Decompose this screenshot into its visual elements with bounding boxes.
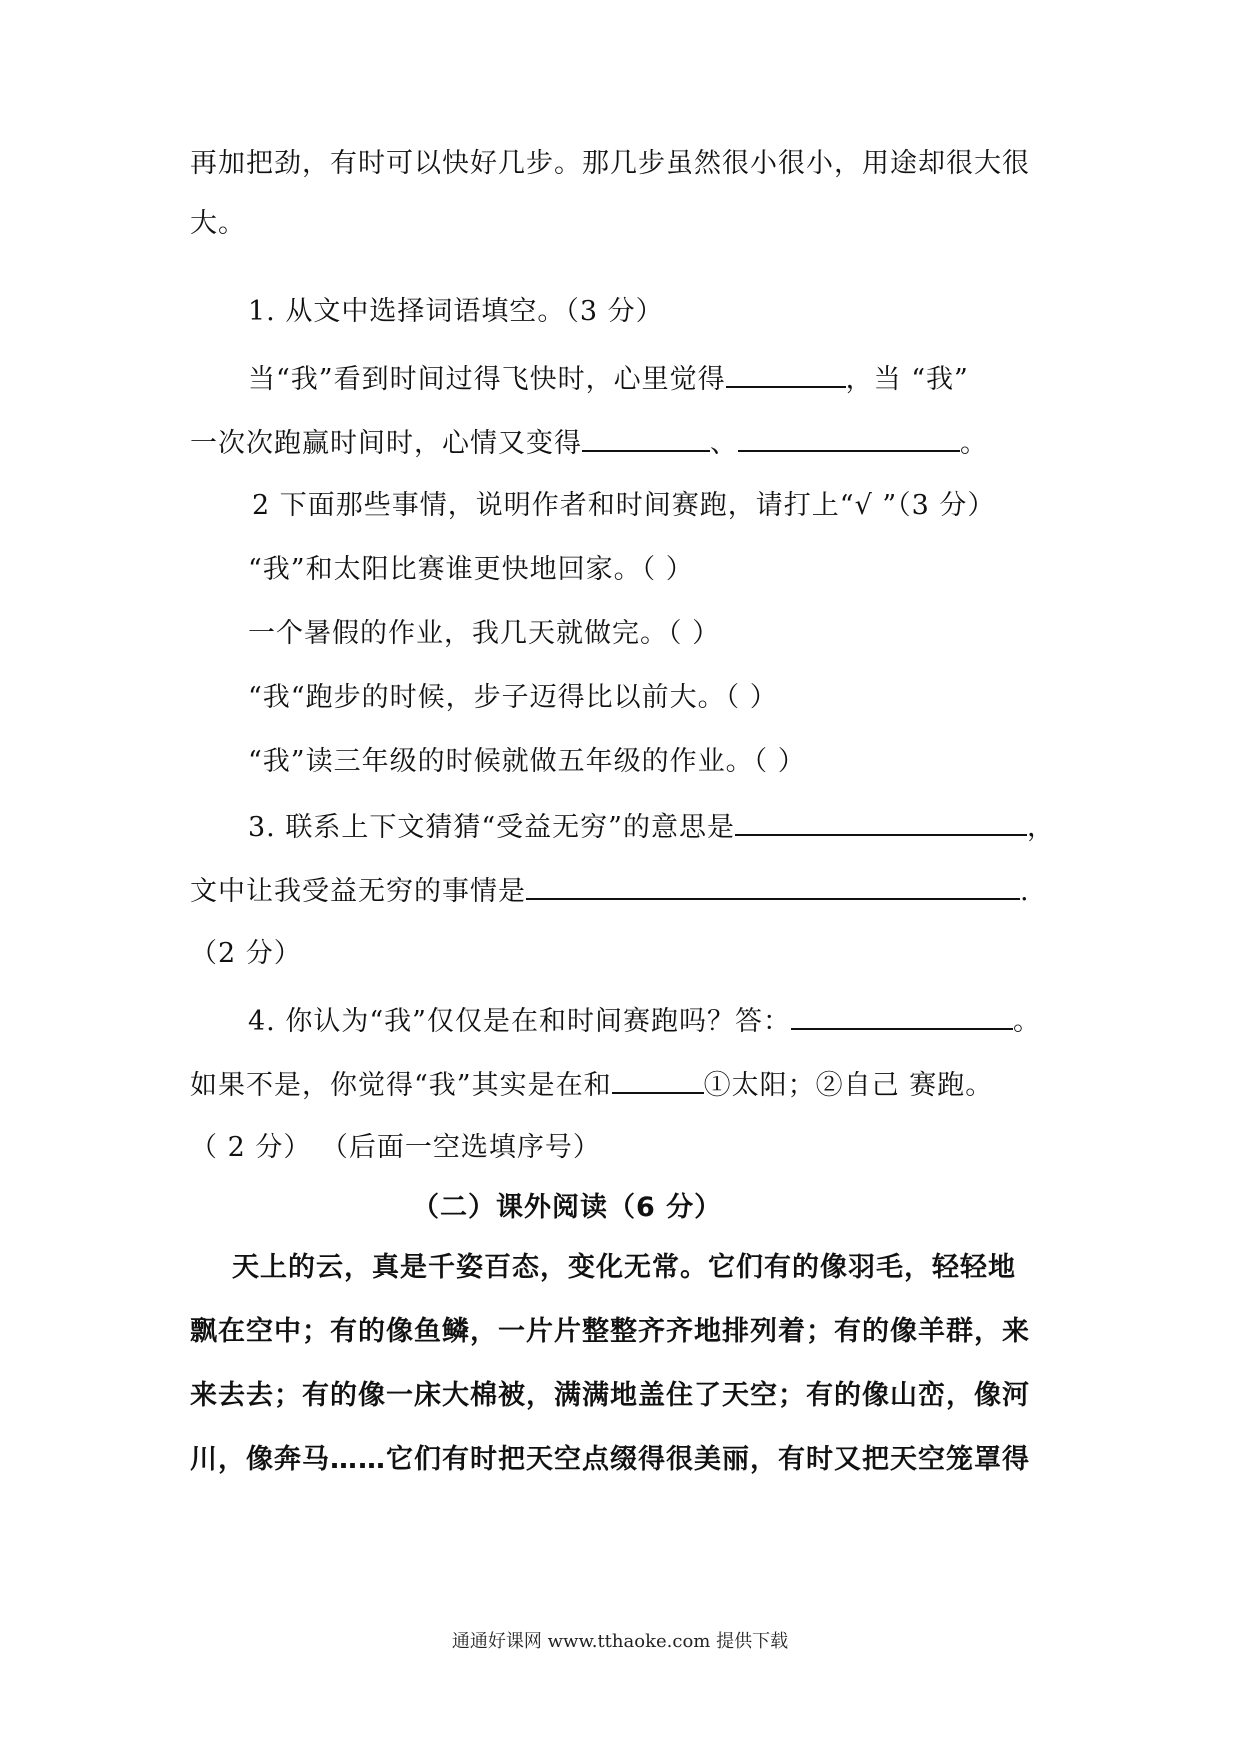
passage-line-2: 大。 [190,208,246,239]
q3-blank-1[interactable] [735,806,1027,836]
q1-line-2-end: 。 [960,428,988,459]
q2-item-1: “我”和太阳比赛谁更快地回家。（ ） [248,554,694,585]
q3-line-2 [190,870,1030,912]
q3-blank-2[interactable] [526,870,1020,900]
q4-line-3: （ 2 分） （后面一空选填序号） [190,1132,601,1163]
q4-line-1 [248,1000,1041,1042]
q1-line-1 [248,358,969,400]
q3-line-1-text: 3. 联系上下文猜猜“受益无穷”的意思是 [248,812,735,843]
q4-blank-1[interactable] [791,1000,1013,1030]
q1-title: 1. 从文中选择词语填空。（3 分） [248,296,664,327]
q2-item-4: “我”读三年级的时候就做五年级的作业。（ ） [248,746,806,777]
q3-line-1 [248,806,1055,848]
q1-blank-2[interactable] [582,422,710,452]
q2-title: 2 下面那些事情，说明作者和时间赛跑，请打上“√ ”（3 分） [252,490,996,521]
reading-line-2: 飘在空中；有的像鱼鳞，一片片整整齐齐地排列着；有的像羊群，来 [190,1316,1030,1347]
q3-line-2-text: 文中让我受益无穷的事情是 [190,876,526,907]
q4-blank-2[interactable] [612,1064,704,1094]
q1-blank-1[interactable] [726,358,846,388]
q4-line-2-options: ①太阳；②自己 赛跑。 [703,1070,994,1101]
q4-line-1-text: 4. 你认为“我”仅仅是在和时间赛跑吗？答： [248,1006,791,1037]
reading-line-4: 川，像奔马……它们有时把天空点缀得很美丽，有时又把天空笼罩得 [190,1444,1030,1475]
q3-line-3: （2 分） [190,938,302,969]
reading-line-1: 天上的云，真是千姿百态，变化无常。它们有的像羽毛，轻轻地 [232,1252,1016,1283]
q2-item-2: 一个暑假的作业，我几天就做完。（ ） [248,618,721,649]
section2-heading: （二）课外阅读（6 分） [412,1192,723,1223]
q3-line-1-end: ， [1026,812,1055,843]
passage-line-1: 再加把劲，有时可以快好几步。那几步虽然很小很小，用途却很大很 [190,148,1030,179]
q1-line-1-text: 当“我”看到时间过得飞快时，心里觉得 [248,364,726,395]
q4-line-2-text: 如果不是，你觉得“我”其实是在和 [190,1070,612,1101]
q1-line-1-tail: ，当 “我” [845,364,969,395]
q3-line-2-end: . [1020,876,1030,907]
q2-item-3: “我“跑步的时候，步子迈得比以前大。（ ） [248,682,778,713]
q4-line-1-end: 。 [1012,1006,1041,1037]
q1-line-2-text: 一次次跑赢时间时，心情又变得 [190,428,582,459]
reading-line-3: 来去去；有的像一床大棉被，满满地盖住了天空；有的像山峦，像河 [190,1380,1030,1411]
q1-blank-3[interactable] [738,422,960,452]
q1-line-2-sep: 、 [710,428,738,459]
footer-watermark: 通通好课网 www.tthaoke.com 提供下载 [451,1631,789,1652]
q4-line-2 [190,1064,993,1106]
q1-line-2 [190,422,988,464]
